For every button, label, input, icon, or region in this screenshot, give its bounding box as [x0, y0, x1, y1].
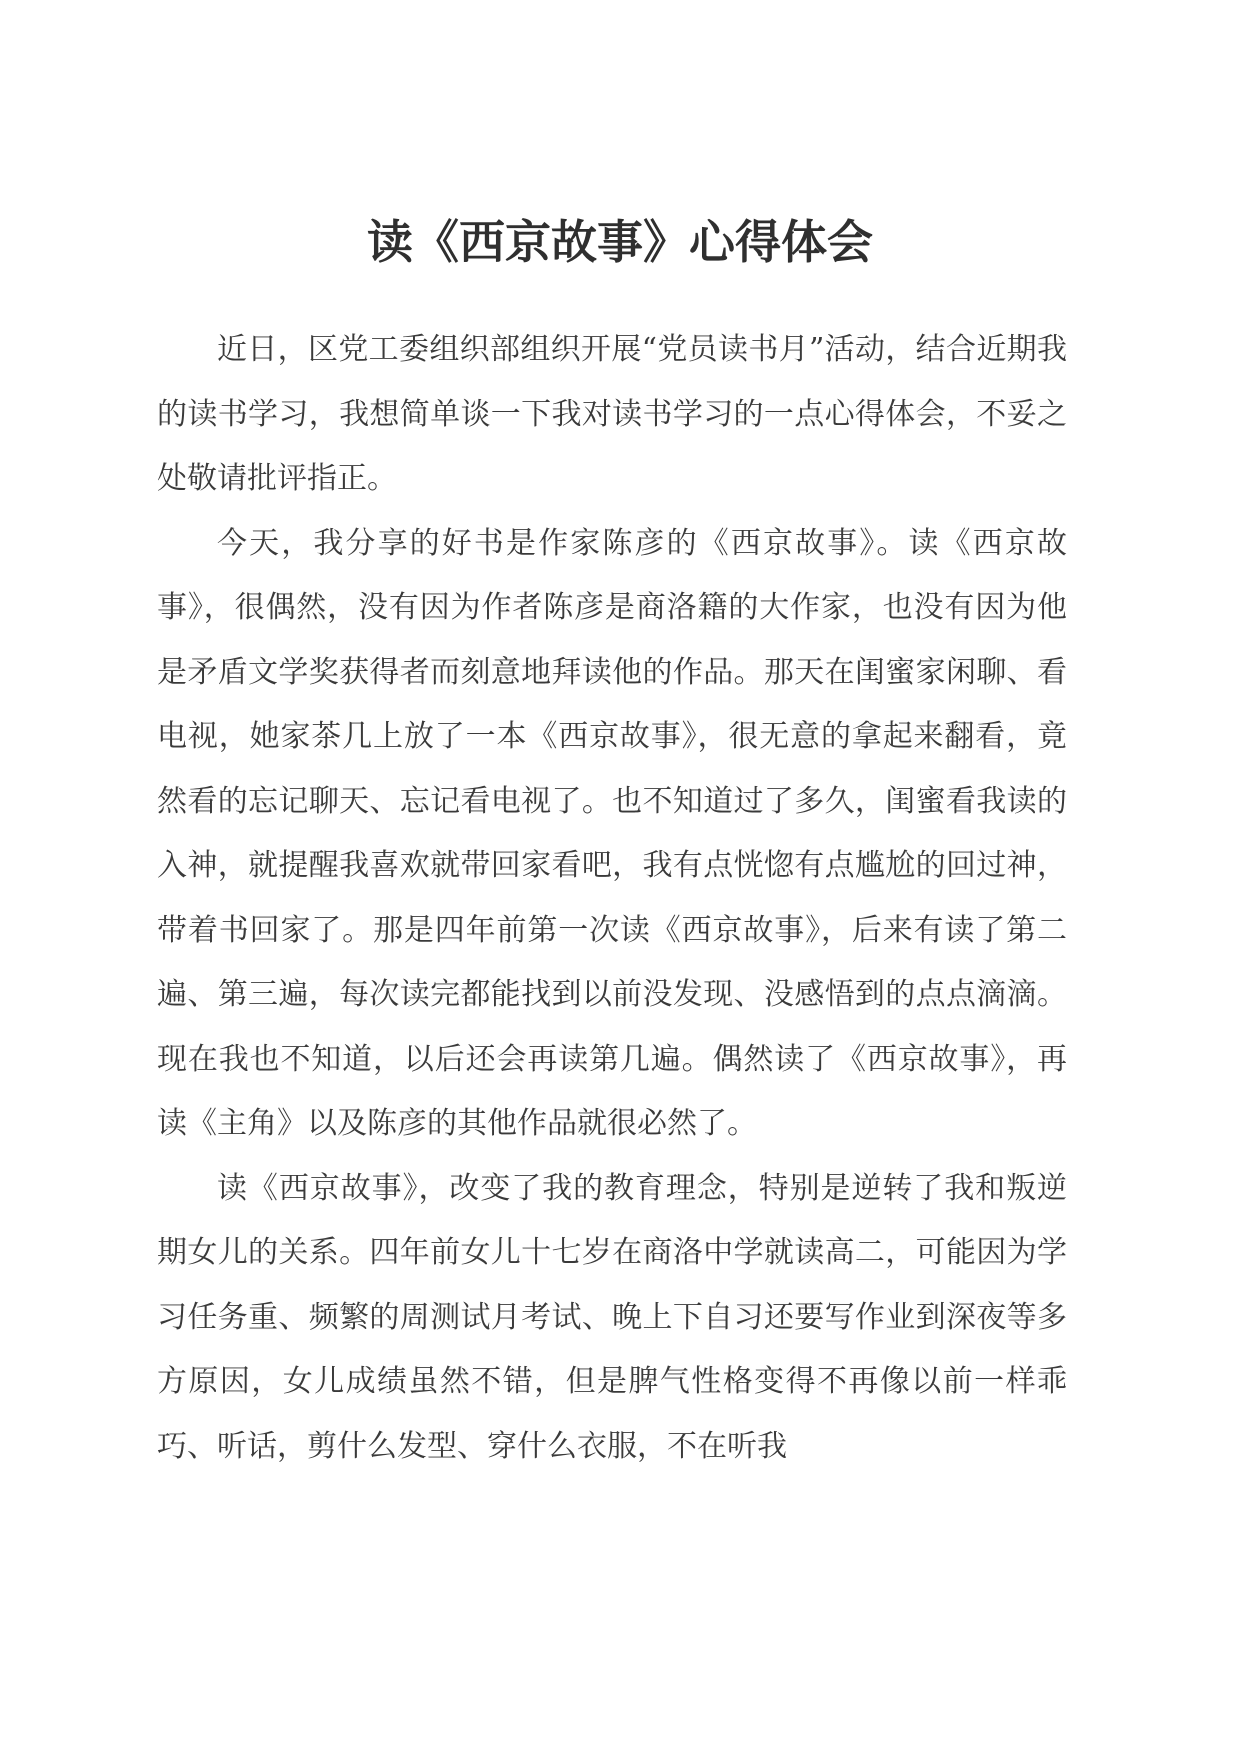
paragraph-3: 读《西京故事》，改变了我的教育理念，特别是逆转了我和叛逆期女儿的关系。四年前女儿十七岁在商洛中学就读高二，可能因为学习任务重、频繁的周测试月考试、晚上下自习还要写作业到深夜等多方原因，女儿成绩虽然不错，但是脾气性格变得不再像以前一样乖巧、听话，剪什么发型、穿什么衣服，不在听我: [157, 1170, 1067, 1464]
paragraph-2: 今天，我分享的好书是作家陈彦的《西京故事》。读《西京故事》，很偶然，没有因为作者陈彦是商洛籍的大作家，也没有因为他是矛盾文学奖获得者而刻意地拜读他的作品。那天在闺蜜家闲聊、看电视，她家茶几上放了一本《西京故事》，很无意的拿起来翻看，竟然看的忘记聊天、忘记看电视了。也不知道过了多久，闺蜜看我读的入神，就提醒我喜欢就带回家看吧，我有点恍惚有点尴尬的回过神，带着书回家了。那是四年前第一次读《西京故事》，后来有读了第二遍、第三遍，每次读完都能找到以前没发现、没感悟到的点点滴滴。现在我也不知道，以后还会再读第几遍。偶然读了《西京故事》，再读《主角》以及陈彦的其他作品就很必然了。: [157, 525, 1067, 1141]
document-body: [157, 318, 1067, 1479]
paragraph-1: 近日，区党工委组织部组织开展“党员读书月”活动，结合近期我的读书学习，我想简单谈一下我对读书学习的一点心得体会，不妥之处敬请批评指正。: [157, 332, 1067, 496]
document-title: 读《西京故事》心得体会: [367, 215, 873, 269]
